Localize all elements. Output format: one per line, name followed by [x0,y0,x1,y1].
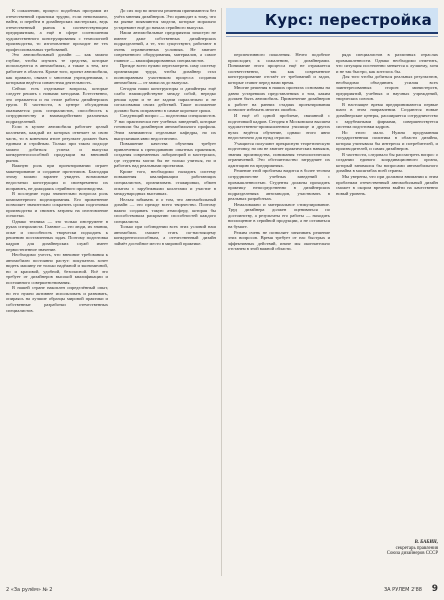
paragraph: Если в кузове автомобиля работает целый коллектив, каждый из которых отвечает за свою часть, то в конечном итоге результат должен быть единым и стройным. Только при таком подходе можно добиться успеха и выпуска конкурентоспособной продукции на внешний рынок. [6,124,108,163]
paragraph: В настоящее время предпринимаются первые шаги в этом направлении. Создаются новые дизайнерские центры, расширяется сотрудничество с зарубежными фирмами, совершенствуется система подготовки кадров. [336,101,438,130]
page-divider [221,8,222,576]
paragraph: К сожалению, процесс подобных программ из отечественной практики трудно, если невозможно, найти, и перейти в дизайнерских мастерских, ведь отечественный рынок к соответствующим предприятиям, а ещё в сфере соотношения художественного конструирования с технологией производства, то изготовление проходит не тех профессиональных требований. [6,8,108,52]
paragraph: Важную роль при проектировании играет макетирование и создание прототипов. Благодаря этому можно заранее увидеть возможные недостатки конструкции и своевременно их исправить, не дожидаясь серийного производства. [6,163,108,191]
header-banner [226,8,438,34]
paragraph: До сих пор во многом решения принимаются без учёта мнения дизайнеров. Это приводит к тому, что на рынке появляются модели, которые морально устаревают ещё до начала серийного выпуска. [114,8,216,30]
paragraph: Однако техника — это только инструмент в руках специалиста. Главное — это люди, их знания, опыт и способность творчески подходить к решению поставленных задач. Поэтому подготовка кадров для дизайнерских служб имеет первостепенное значение. [6,218,108,252]
paragraph: Это автомобильный дизайн — как можно глубже, чтобы изучить те средства, которые используются в автомобилях, а также к тем, кто работает в области. Кроме того, проект автомобиля, как правило, связан с многими учреждениями, с которыми ведётся совместная деятельность. [6,52,108,86]
paragraph: Решение этой проблемы видится в более тесном сотрудничестве учебных заведений с промышленностью. Студенты должны проходить практику непосредственно в дизайнерских подразделениях автозаводов, участвовать в реальных разработках. [228,168,330,202]
text-column-2 [114,8,216,576]
author-name: В. БАБИН, [414,540,438,545]
footer-right-caption: ЗА РУЛЕМ 2'88 [383,587,422,593]
paragraph: перспективного поколения. Нечто подобное происходит, к сожалению, с дизайнерами. Понимание этого процесса ещё не отражается соответственно, так как современное конструирование отстаёт от требований и задач, которые ставит перед нами время. [228,52,330,85]
paragraph: Повышение качества обучения требует привлечения к преподаванию опытных практиков, создания современных лабораторий и мастерских, где студенты могли бы не только учиться, но и работать над реальными проектами. [114,141,216,169]
paragraph: Мы уверены, что при должном внимании к этим проблемам отечественный автомобильный дизайн сможет в скором времени выйти на качественно новый уровень. [336,174,438,196]
author-role: секретарь правления [395,545,438,551]
paragraph: ряда специалистов в различных отраслях промышленности. Однако необходимо отметить, что ситуация постепенно меняется к лучшему, хотя и не так быстро, как хотелось бы. [336,52,438,74]
paragraph: Но этого мало. Нужна продуманная государственная политика в области дизайна, которая учитывала бы интересы и потребителей, и производителей, и самих дизайнеров. [336,129,438,152]
text-column-1 [6,8,108,576]
footer-left-caption: 2 «За рулём» № 2 [6,587,53,593]
paragraph: Сегодня наши конструкторы и дизайнеры ещё слабо взаимодействуют между собой, нередко решая одни и те же задачи параллельно и не согласовывая своих действий. Такое положение должно быть исправлено в самые короткие сроки. [114,85,216,113]
paragraph: Только при соблюдении всех этих условий наш автомобиль сможет стать по-настоящему конкурентоспособным, а отечественный дизайн займёт достойное место в мировой практике. [114,224,216,246]
header-rule [226,36,438,37]
text-column-3 [228,52,330,576]
paragraph: Учащиеся получают прекрасную теоретическую подготовку, но им не хватает практических навыков, знания производства, понимания технологических ограничений. Это обстоятельство затрудняет их адаптацию на предприятиях. [228,140,330,168]
text-column-4 [336,52,438,576]
paragraph: Многие решения в наших проектах основаны на давно устаревших представлениях о том, каким должен быть автомобиль. Привлечение дизайнеров к работе на ранних стадиях проектирования позволит избежать многих ошибок. [228,85,330,113]
page-number: 9 [431,584,438,594]
paragraph: В последние годы значительно возросла роль компьютерного моделирования. Его применение позволяет значительно сократить сроки подготовки производства и снизить затраты на изготовление оснастки. [6,191,108,219]
paragraph: Наши автомобильные предприятия зачастую не имеют даже собственных дизайнерских подразделений, а те, что существуют, работают в очень ограниченных условиях. Не хватает современного оборудования, материалов, а самое главное — квалифицированных специалистов. [114,30,216,63]
paragraph: Прежде всего нужно пересмотреть саму систему организации труда, чтобы дизайнер стал полноправным участником процесса создания автомобиля — от замысла до выпуска. [114,63,216,86]
paragraph: Сейчас есть отдельные вопросы, которые следует решать с новыми методами. Естественно, это отражается и на стиле работы дизайнерских групп. В частности, в центре обсуждения оказывается роль специалистов, способность к сотрудничеству и взаимодействию различных подразделений. [6,85,108,124]
author-organization: Союза дизайнеров СССР [386,551,438,557]
paragraph: Нельзя забывать и о том, что автомобильный дизайн — это прежде всего творчество. Поэтому важно создавать такую атмосферу, которая бы способствовала раскрытию способностей каждого специалиста. [114,196,216,224]
paragraph: Необходимо учесть, что внешние требования к автомобилю постоянно растут: покупатель хочет видеть машину не только надёжной и экономичной, но и красивой, удобной, безопасной. Всё это требует от дизайнеров высокой квалификации и постоянного совершенствования. [6,252,108,285]
paragraph: Режим очень не позволяет затягивать решение этих вопросов. Время требует от нас быстрых и эффективных действий, иначе мы окончательно отстанем в этой важной области. [228,229,330,252]
author-signature [336,540,438,557]
paragraph: В частности, следовало бы рассмотреть вопрос о создании единого координационного органа, который занимался бы вопросами автомобильного дизайна в масштабах всей страны. [336,151,438,174]
page-title: Курс: перестройка [264,11,432,29]
paragraph: В нашей стране накоплен определённый опыт, но его нужно активнее использовать и развивать, опираясь на лучшие образцы мировой практики и собственные разработки отечественных специалистов. [6,285,108,313]
paragraph: Следующий вопрос — подготовка специалистов. У нас практически нет учебных заведений, которые готовили бы дизайнеров автомобильного профиля. Этим занимаются отдельные кафедры, но их выпускников явно недостаточно. [114,113,216,141]
paragraph: Для того чтобы добиться реальных результатов, необходимо объединить усилия всех заинтересованных сторон: министерств, предприятий, учебных и научных учреждений, творческих союзов. [336,74,438,102]
page-footer [0,582,444,596]
paragraph: Кроме того, необходимо наладить систему повышения квалификации работающих специалистов, организовать стажировки, обмен опытом с зарубежными коллегами и участие в международных выставках. [114,168,216,197]
paragraph: Немаловажно и материальное стимулирование. Труд дизайнера должен оцениваться по достоинству, а результаты его работы — находить воплощение в серийной продукции, а не оставаться на бумаге. [228,201,330,229]
paragraph: И ещё об одной проблеме, связанной с подготовкой кадров. Сегодня в Московском высшем художественно-промышленном училище и других вузах ведётся обучение, однако этого явно недостаточно для нужд отрасли. [228,113,330,141]
